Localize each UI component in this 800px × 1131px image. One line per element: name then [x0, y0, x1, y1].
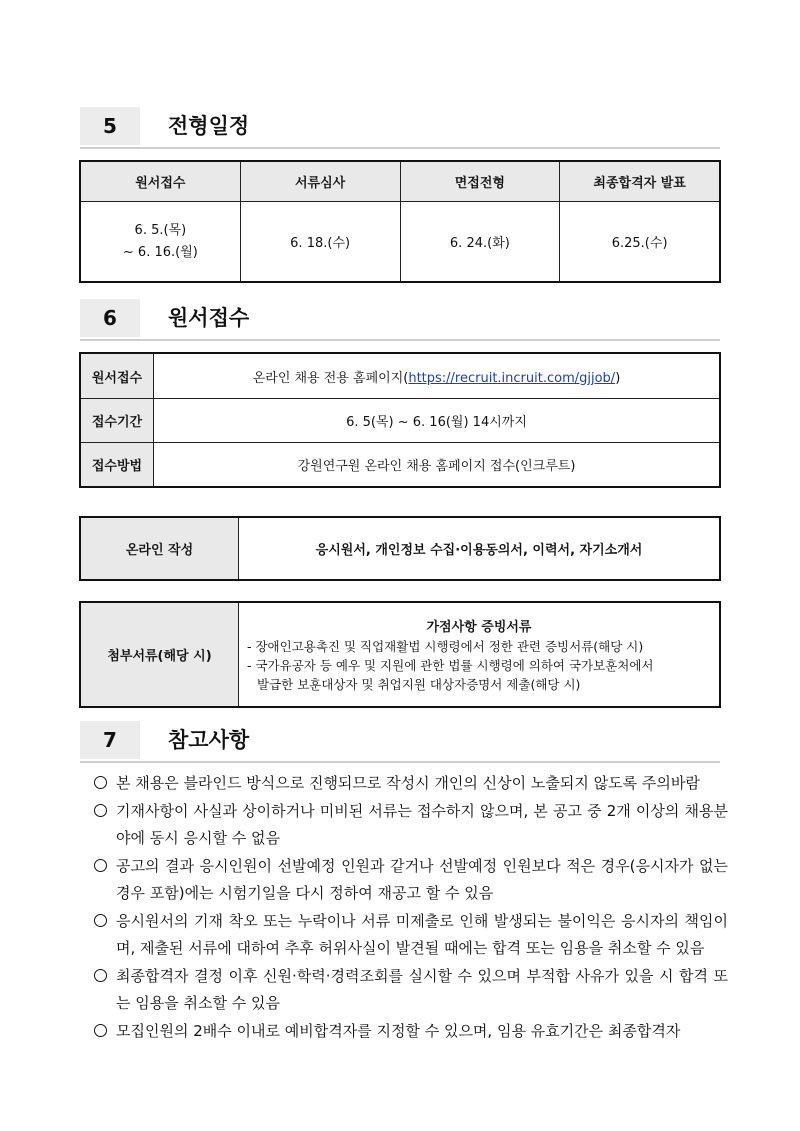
row-value — [154, 354, 720, 399]
row-label: 접수방법 — [81, 443, 154, 487]
list-item — [92, 963, 728, 1018]
list-item — [92, 1018, 728, 1046]
section-title: 참고사항 — [168, 728, 250, 752]
attachment-line: - 장애인고용촉진 및 직업재활법 시행령에서 정한 관련 증빙서류(해당 시) — [247, 638, 644, 654]
table-header: 최종합격자 발표 — [560, 162, 720, 202]
attachments-title: 가점사항 증빙서류 — [426, 619, 532, 635]
note-text: 공고의 결과 응시인원이 선발예정 인원과 같거나 선발예정 인원보다 적은 경우(응시자가 없는 경우 포함)에는 시험기일을 다시 정하여 재공고 할 수 있음 — [116, 856, 728, 902]
row-value: 6. 5(목) ~ 6. 16(월) 14시까지 — [154, 399, 720, 443]
divider — [80, 147, 720, 149]
table-cell: 6.25.(수) — [560, 202, 720, 282]
table-cell: 6. 24.(화) — [400, 202, 560, 282]
note-text: 모집인원의 2배수 이내로 예비합격자를 지정할 수 있으며, 임용 유효기간은 최종합격자 — [116, 1021, 681, 1040]
list-item — [92, 853, 728, 908]
row-value — [239, 603, 720, 707]
section-title: 전형일정 — [168, 114, 250, 138]
table-header: 서류심사 — [240, 162, 400, 202]
note-text: 기재사항이 사실과 상이하거나 미비된 서류는 접수하지 않으며, 본 공고 중 2개 이상의 채용분야에 동시 응시할 수 없음 — [116, 801, 728, 847]
value-prefix: 온라인 채용 전용 홈페이지( — [252, 370, 409, 386]
circle-bullet-icon — [94, 859, 107, 872]
table-header: 면접전형 — [400, 162, 560, 202]
circle-bullet-icon — [94, 969, 107, 982]
attachment-line: - 국가유공자 등 예우 및 지원에 관한 법률 시행령에 의하여 국가보훈처에서 — [247, 657, 654, 673]
section-number: 6 — [80, 299, 140, 337]
date-end: ~ 6. 16.(월) — [122, 244, 198, 260]
circle-bullet-icon — [94, 804, 107, 817]
application-table — [80, 353, 720, 487]
row-label: 첨부서류(해당 시) — [81, 603, 239, 707]
list-item — [92, 908, 728, 963]
list-item — [92, 798, 728, 853]
section-6-header — [80, 299, 720, 341]
section-number: 5 — [80, 107, 140, 145]
note-text: 응시원서의 기재 착오 또는 누락이나 서류 미제출로 인해 발생되는 불이익은 응시자의 책임이며, 제출된 서류에 대하여 추후 허위사실이 발견될 때에는 합격 또는 임용을 취소할 수 있음 — [116, 911, 728, 957]
divider — [80, 761, 720, 763]
table-cell — [81, 202, 241, 282]
row-label: 온라인 작성 — [81, 518, 239, 580]
circle-bullet-icon — [94, 1024, 107, 1037]
note-text: 본 채용은 블라인드 방식으로 진행되므로 작성시 개인의 신상이 노출되지 않도록 주의바람 — [116, 774, 700, 792]
divider — [80, 339, 720, 341]
row-value: 강원연구원 온라인 채용 홈페이지 접수(인크루트) — [154, 443, 720, 487]
circle-bullet-icon — [94, 914, 107, 927]
note-text: 최종합격자 결정 이후 신원·학력·경력조회를 실시할 수 있으며 부적합 사유가 있을 시 합격 또는 임용을 취소할 수 있음 — [116, 966, 728, 1012]
date-start: 6. 5.(목) — [134, 222, 187, 238]
notes-list — [92, 770, 728, 1045]
table-cell: 6. 18.(수) — [240, 202, 400, 282]
section-7-header — [80, 721, 720, 763]
attachments-table — [80, 602, 720, 707]
list-item — [92, 770, 728, 798]
schedule-table — [80, 161, 720, 282]
table-header: 원서접수 — [81, 162, 241, 202]
section-title: 원서접수 — [168, 306, 250, 330]
recruit-link[interactable]: https://recruit.incruit.com/gjjob/ — [408, 370, 616, 386]
row-label: 원서접수 — [81, 354, 154, 399]
online-form-table — [80, 517, 720, 580]
circle-bullet-icon — [94, 776, 107, 789]
row-value: 응시원서, 개인정보 수집·이용동의서, 이력서, 자기소개서 — [239, 518, 720, 580]
section-5-header — [80, 107, 720, 149]
row-label: 접수기간 — [81, 399, 154, 443]
attachment-line: 발급한 보훈대상자 및 취업지원 대상자증명서 제출(해당 시) — [257, 676, 581, 692]
value-suffix: ) — [615, 370, 621, 386]
section-number: 7 — [80, 721, 140, 759]
